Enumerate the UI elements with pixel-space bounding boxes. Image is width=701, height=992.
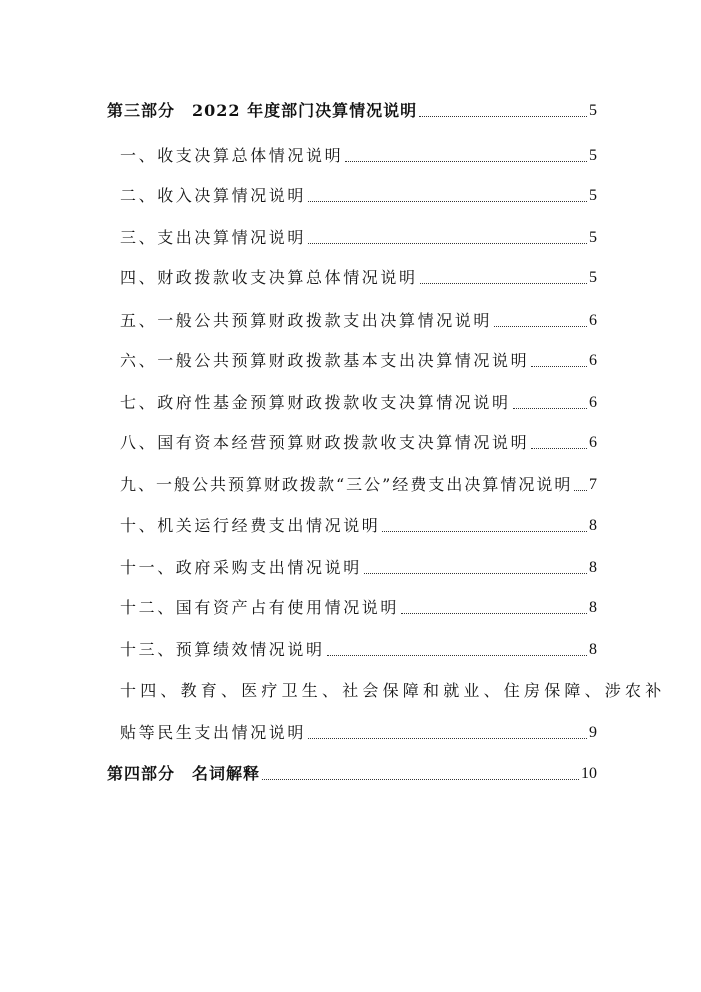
- toc-leader-dots: [420, 283, 587, 284]
- toc-entry-title: 十一、政府采购支出情况说明: [120, 558, 362, 577]
- toc-entry-4[interactable]: [0, 265, 701, 289]
- toc-entry-12[interactable]: [0, 595, 701, 619]
- toc-leader-dots: [401, 613, 587, 614]
- toc-entry-6[interactable]: [0, 348, 701, 372]
- toc-leader-dots: [531, 366, 587, 367]
- toc-entry-8[interactable]: [0, 430, 701, 454]
- toc-page-number: 7: [589, 476, 597, 493]
- toc-entry-title: 五、一般公共预算财政拨款支出决算情况说明: [120, 311, 493, 330]
- toc-page-number: 8: [589, 517, 597, 534]
- toc-page-number: 5: [589, 147, 597, 164]
- toc-entry-title-line2: 贴等民生支出情况说明: [120, 723, 307, 742]
- toc-leader-dots: [574, 490, 587, 491]
- toc-leader-dots: [494, 326, 587, 327]
- toc-page-number: 6: [589, 434, 597, 451]
- toc-entry-2[interactable]: [0, 183, 701, 207]
- toc-entry-part4[interactable]: [0, 761, 701, 785]
- toc-entry-title: 二、收入决算情况说明: [120, 186, 307, 205]
- toc-entry-title: 一、收支决算总体情况说明: [120, 146, 344, 165]
- toc-leader-dots: [262, 779, 579, 780]
- toc-entry-part3[interactable]: [0, 98, 701, 122]
- toc-entry-title: 十三、预算绩效情况说明: [120, 640, 325, 659]
- toc-page-number: 8: [589, 599, 597, 616]
- toc-leader-dots: [308, 201, 587, 202]
- toc-leader-dots: [382, 531, 587, 532]
- toc-leader-dots: [531, 448, 587, 449]
- toc-page-number: 5: [589, 269, 597, 286]
- toc-entry-title: 八、国有资本经营预算财政拨款收支决算情况说明: [120, 433, 530, 452]
- toc-entry-title: 十、机关运行经费支出情况说明: [120, 516, 381, 535]
- toc-entry-9[interactable]: [0, 472, 701, 496]
- toc-page-number: 8: [589, 641, 597, 658]
- toc-leader-dots: [345, 161, 587, 162]
- toc-entry-5[interactable]: [0, 308, 701, 332]
- toc-entry-title-line1: 十四、教育、医疗卫生、社会保障和就业、住房保障、涉农补: [120, 681, 666, 700]
- toc-page-number: 8: [589, 559, 597, 576]
- toc-leader-dots: [308, 738, 587, 739]
- toc-entry-1[interactable]: [0, 143, 701, 167]
- toc-entry-11[interactable]: [0, 555, 701, 579]
- toc-entry-title: 九、一般公共预算财政拨款“三公”经费支出决算情况说明: [120, 475, 573, 494]
- toc-entry-13[interactable]: [0, 637, 701, 661]
- toc-entry-title: 七、政府性基金预算财政拨款收支决算情况说明: [120, 393, 511, 412]
- toc-leader-dots: [513, 408, 587, 409]
- toc-leader-dots: [364, 573, 587, 574]
- toc-entry-3[interactable]: [0, 225, 701, 249]
- toc-leader-dots: [419, 116, 587, 117]
- toc-page-number: 5: [589, 229, 597, 246]
- toc-page-number: 9: [589, 724, 597, 741]
- toc-entry-title: 十二、国有资产占有使用情况说明: [120, 598, 400, 617]
- toc-entry-title: 第四部分 名词解释: [107, 764, 261, 783]
- toc-page-number: 6: [589, 312, 597, 329]
- toc-entry-title: 三、支出决算情况说明: [120, 228, 307, 247]
- toc-page-number: 5: [589, 187, 597, 204]
- toc-page-number: 5: [589, 102, 597, 119]
- toc-entry-7[interactable]: [0, 390, 701, 414]
- toc-page-number: 10: [581, 765, 597, 782]
- toc-entry-title: 第三部分 2022 年度部门决算情况说明: [107, 101, 418, 120]
- toc-entry-title: 六、一般公共预算财政拨款基本支出决算情况说明: [120, 351, 530, 370]
- toc-page-number: 6: [589, 394, 597, 411]
- toc-entry-title: 四、财政拨款收支决算总体情况说明: [120, 268, 418, 287]
- toc-leader-dots: [308, 243, 587, 244]
- toc-page-number: 6: [589, 352, 597, 369]
- toc-entry-10[interactable]: [0, 513, 701, 537]
- toc-leader-dots: [327, 655, 587, 656]
- toc-entry-14[interactable]: [0, 678, 701, 744]
